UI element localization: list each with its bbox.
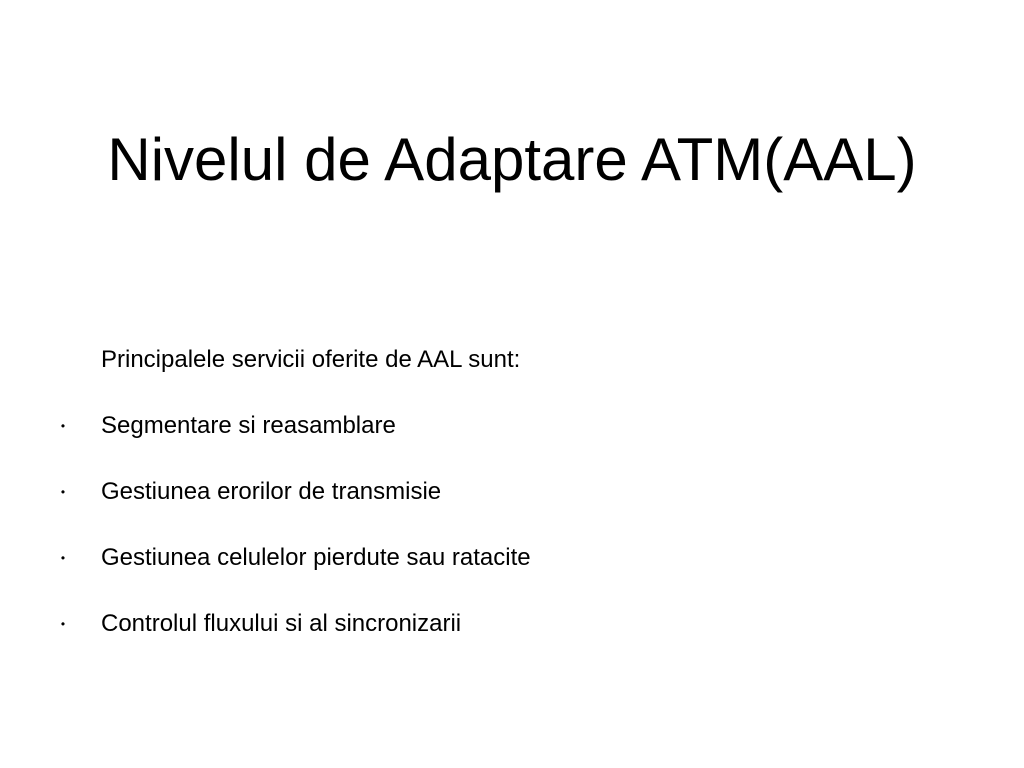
intro-line — [56, 340, 956, 406]
bullet-text: Gestiunea celulelor pierdute sau ratacite — [101, 544, 531, 571]
bullet-text: Segmentare si reasamblare — [101, 412, 396, 439]
bullet-dot-icon: • — [60, 485, 66, 499]
intro-text: Principalele servicii oferite de AAL sunt: — [101, 346, 521, 373]
bullet-item — [56, 472, 956, 538]
bullet-dot-icon: • — [60, 419, 66, 433]
bullet-item — [56, 538, 956, 604]
bullet-dot-icon: • — [60, 551, 66, 565]
bullet-item — [56, 406, 956, 472]
bullet-text: Controlul fluxului si al sincronizarii — [101, 610, 462, 637]
slide-body — [56, 340, 956, 670]
slide-title: Nivelul de Adaptare ATM(AAL) — [107, 126, 917, 193]
bullet-text: Gestiunea erorilor de transmisie — [101, 478, 442, 505]
bullet-item — [56, 604, 956, 670]
bullet-dot-icon: • — [60, 617, 66, 631]
